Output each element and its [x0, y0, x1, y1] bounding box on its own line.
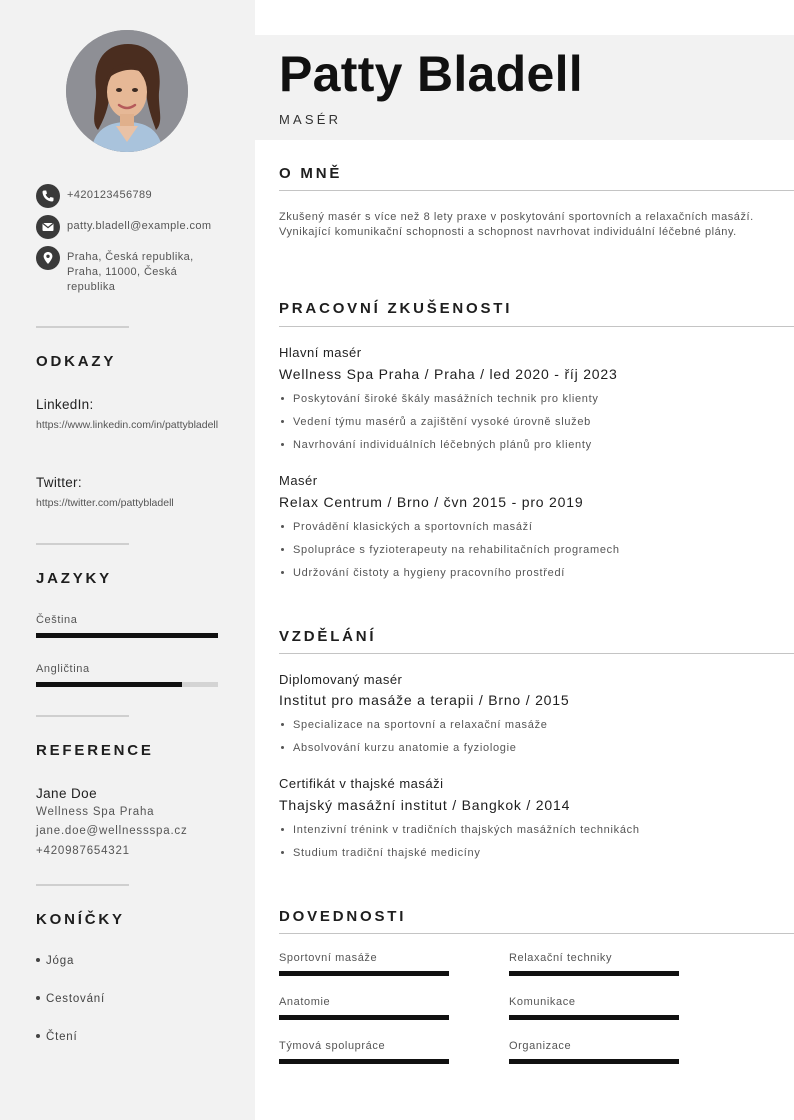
- contact-email: [36, 215, 226, 239]
- bullet-dot: [36, 996, 40, 1000]
- reference-phone: +420987654321: [36, 845, 130, 857]
- bullet-text: Provádění klasických a sportovních masáží: [293, 521, 533, 533]
- hobby-label: Cestování: [46, 993, 105, 1005]
- skill-level-fill: [279, 1015, 449, 1020]
- skill-level-bar: [279, 1015, 449, 1020]
- education-meta: Thajský masážní institut / Bangkok / 2014: [279, 797, 571, 813]
- email-address[interactable]: patty.bladell@example.com: [67, 220, 212, 232]
- bullet-dot: [281, 571, 284, 574]
- contact-address: [36, 246, 226, 295]
- profile-photo: [66, 30, 188, 152]
- hobbies-heading: KONÍČKY: [36, 911, 125, 928]
- language-level-fill: [36, 633, 218, 638]
- hobby-label: Čtení: [46, 1031, 78, 1043]
- bullet-text: Poskytování široké škály masážních technik pro klienty: [293, 393, 599, 405]
- skill-name: Organizace: [509, 1040, 572, 1052]
- job-role: Masér: [279, 473, 318, 488]
- links-heading: ODKAZY: [36, 353, 117, 370]
- skill-level-bar: [279, 971, 449, 976]
- job-bullet: [279, 393, 599, 405]
- bullet-dot: [281, 443, 284, 446]
- reference-name: Jane Doe: [36, 786, 97, 801]
- skills-heading: DOVEDNOSTI: [279, 908, 407, 925]
- bullet-dot: [281, 828, 284, 831]
- map-pin-icon: [36, 246, 60, 270]
- sidebar: [0, 0, 255, 1120]
- hobby-item: [36, 955, 74, 967]
- language-level-bar: [36, 633, 218, 638]
- skill-level-bar: [509, 1015, 679, 1020]
- sidebar-divider: [36, 715, 129, 717]
- bullet-text: Intenzivní trénink v tradičních thajských masážních technikách: [293, 824, 640, 836]
- job-bullet: [279, 544, 620, 556]
- experience-heading: PRACOVNÍ ZKUŠENOSTI: [279, 300, 513, 317]
- bullet-dot: [281, 723, 284, 726]
- phone-number: +420123456789: [67, 189, 153, 201]
- job-bullet: [279, 439, 592, 451]
- section-rule: [279, 653, 794, 654]
- job-bullet: [279, 416, 591, 428]
- person-name: Patty Bladell: [279, 46, 583, 102]
- job-title: MASÉR: [279, 112, 342, 127]
- about-heading: O MNĚ: [279, 165, 343, 182]
- twitter-url[interactable]: https://twitter.com/pattybladell: [36, 497, 174, 509]
- linkedin-url[interactable]: https://www.linkedin.com/in/pattybladell: [36, 419, 219, 431]
- bullet-text: Spolupráce s fyzioterapeuty na rehabilitačních programech: [293, 544, 620, 556]
- bullet-dot: [281, 851, 284, 854]
- contact-list: [36, 184, 226, 302]
- skill-name: Anatomie: [279, 996, 331, 1008]
- skill-level-bar: [279, 1059, 449, 1064]
- about-text: Zkušený masér s více než 8 lety praxe v poskytování sportovních a relaxačních masáží. Vynikající komunikační schopnosti a schopnost navrhovat individuální léčebné plány.: [279, 211, 754, 238]
- reference-heading: REFERENCE: [36, 742, 154, 759]
- phone-icon: [36, 184, 60, 208]
- bullet-text: Udržování čistoty a hygieny pracovního prostředí: [293, 567, 566, 579]
- language-name: Čeština: [36, 614, 78, 626]
- envelope-icon: [36, 215, 60, 239]
- job-meta: Relax Centrum / Brno / čvn 2015 - pro 2019: [279, 494, 584, 510]
- job-role: Hlavní masér: [279, 345, 362, 360]
- bullet-dot: [36, 958, 40, 962]
- skill-name: Sportovní masáže: [279, 952, 378, 964]
- reference-company: Wellness Spa Praha: [36, 806, 155, 818]
- skill-level-fill: [509, 971, 679, 976]
- skill-name: Týmová spolupráce: [279, 1040, 386, 1052]
- skill-name: Relaxační techniky: [509, 952, 613, 964]
- skill-name: Komunikace: [509, 996, 576, 1008]
- contact-phone: [36, 184, 226, 208]
- education-heading: VZDĚLÁNÍ: [279, 628, 377, 645]
- bullet-text: Vedení týmu masérů a zajištění vysoké úrovně služeb: [293, 416, 592, 428]
- bullet-text: Studium tradiční thajské medicíny: [293, 847, 481, 859]
- skill-level-fill: [509, 1015, 679, 1020]
- hobby-item: [36, 993, 105, 1005]
- bullet-text: Specializace na sportovní a relaxační masáže: [293, 719, 548, 731]
- hobby-item: [36, 1031, 78, 1043]
- education-bullet: [279, 824, 640, 836]
- bullet-dot: [281, 548, 284, 551]
- sidebar-divider: [36, 543, 129, 545]
- bullet-text: Navrhování individuálních léčebných plánů pro klienty: [293, 439, 592, 451]
- hobby-label: Jóga: [46, 955, 75, 967]
- skill-level-bar: [509, 971, 679, 976]
- section-rule: [279, 190, 794, 191]
- linkedin-label: LinkedIn:: [36, 397, 94, 412]
- job-bullet: [279, 521, 533, 533]
- education-bullet: [279, 719, 548, 731]
- section-rule: [279, 933, 794, 934]
- skill-level-fill: [509, 1059, 679, 1064]
- skill-level-fill: [279, 971, 449, 976]
- education-bullet: [279, 847, 481, 859]
- bullet-dot: [281, 525, 284, 528]
- sidebar-divider: [36, 326, 129, 328]
- bullet-dot: [281, 397, 284, 400]
- reference-email[interactable]: jane.doe@wellnessspa.cz: [36, 825, 188, 837]
- bullet-text: Absolvování kurzu anatomie a fyziologie: [293, 742, 517, 754]
- education-degree: Certifikát v thajské masáži: [279, 776, 444, 791]
- language-name: Angličtina: [36, 663, 90, 675]
- skill-level-bar: [509, 1059, 679, 1064]
- job-bullet: [279, 567, 565, 579]
- address-text: Praha, Česká republika, Praha, 11000, Česká republika: [67, 251, 194, 293]
- skill-level-fill: [279, 1059, 449, 1064]
- bullet-dot: [281, 420, 284, 423]
- bullet-dot: [281, 746, 284, 749]
- bullet-dot: [36, 1034, 40, 1038]
- job-meta: Wellness Spa Praha / Praha / led 2020 - říj 2023: [279, 366, 618, 382]
- language-level-bar: [36, 682, 218, 687]
- education-meta: Institut pro masáže a terapii / Brno / 2015: [279, 692, 570, 708]
- education-bullet: [279, 742, 517, 754]
- languages-heading: JAZYKY: [36, 570, 112, 587]
- section-rule: [279, 326, 794, 327]
- sidebar-divider: [36, 884, 129, 886]
- education-degree: Diplomovaný masér: [279, 672, 403, 687]
- language-level-fill: [36, 682, 182, 687]
- twitter-label: Twitter:: [36, 475, 82, 490]
